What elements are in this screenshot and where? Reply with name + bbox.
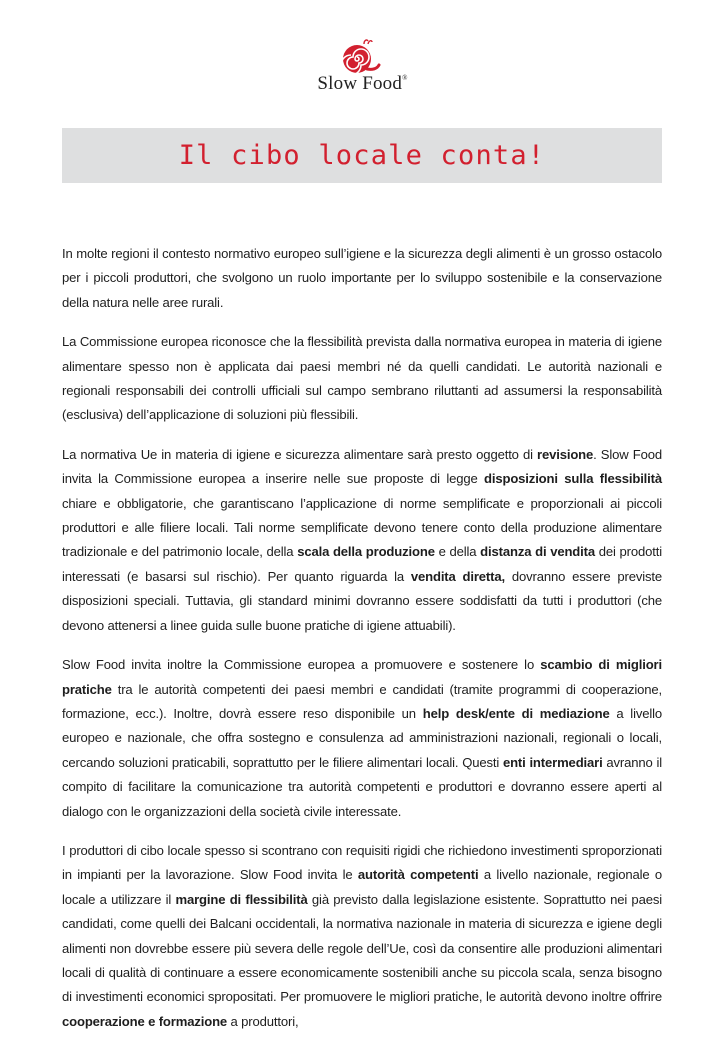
text-run: a livello nazionale, regionale o locale a utilizzare il xyxy=(62,867,662,907)
slow-food-logo xyxy=(0,38,725,95)
bold-phrase: enti intermediari xyxy=(502,754,603,770)
text-run: a livello europeo e nazionale, che offra sostegno e consulenza ad amministrazioni nazionali, regionali o locali, cercando soluzioni praticabili, soprattutto per le filiere alimentari locali. Questi xyxy=(62,705,663,770)
bold-phrase: autorità competenti xyxy=(357,867,479,883)
text-run: . Slow Food invita la Commissione europea a inserire nelle sue proposte di legge xyxy=(62,446,662,487)
brand-name: Slow Food® xyxy=(317,73,408,94)
text-run: I produttori di cibo locale spesso si scontrano con requisiti rigidi che richiedono investimenti sproporzionati in impianti per la lavorazione. Slow Food invita le xyxy=(62,842,662,883)
paragraph xyxy=(62,330,662,428)
paragraph xyxy=(62,242,662,315)
text-run: e della xyxy=(434,544,481,560)
text-run: In molte regioni il contesto normativo europeo sull’igiene e la sicurezza degli alimenti è un grosso ostacolo per i piccoli produttori, che svolgono un ruolo importante per lo sviluppo sostenibile e la conservazione della natura nelle aree rurali. xyxy=(62,246,662,310)
body-text xyxy=(62,242,662,1049)
text-run: Slow Food invita inoltre la Commissione europea a promuovere e sostenere lo xyxy=(62,657,541,673)
bold-phrase: disposizioni sulla flessibilità xyxy=(484,471,662,487)
text-run: dei prodotti interessati (e basarsi sul rischio). Per quanto riguarda la xyxy=(62,544,662,584)
bold-phrase: vendita diretta, xyxy=(410,568,505,584)
text-run: già previsto dalla legislazione esistente. Soprattutto nei paesi candidati, come quelli dei Balcani occidentali, la normativa nazionale in materia di sicurezza e igiene degli alimenti non dovrebbe essere più severa delle regole dell’Ue, così da consentire alle produzioni alimentari locali di qualità di continuare a essere economicamente sostenibili anche su piccola scala, senza bisogno di investimenti economici spropositati. Per promuovere le migliori pratiche, le autorità devono inoltre offrire xyxy=(62,891,662,1005)
paragraph xyxy=(62,443,662,638)
bold-phrase: scambio di migliori pratiche xyxy=(62,657,662,697)
text-run: La normativa Ue in materia di igiene e sicurezza alimentare sarà presto oggetto di xyxy=(62,446,538,462)
text-run: chiare e obbligatorie, che garantiscano l’applicazione di norme semplificate e proporzionali ai piccoli produttori e alle filiere locali. Tali norme semplificate devono tenere conto della produzione alimentare tradizionale e del patrimonio locale, della xyxy=(62,495,662,560)
text-run: La Commissione europea riconosce che la flessibilità prevista dalla normativa europea in materia di igiene alimentare spesso non è applicata dai paesi membri né da quelli candidati. Le autorità nazionali e regionali responsabili dei controlli ufficiali sul campo sembrano riluttanti ad assumersi la responsabilità (esclusiva) dell’applicazione di soluzioni più flessibili. xyxy=(62,334,662,423)
bold-phrase: help desk/ente di mediazione xyxy=(422,705,610,721)
page-title: Il cibo locale conta! xyxy=(178,140,546,171)
text-run: dovranno essere previste disposizioni speciali. Tuttavia, gli standard minimi dovranno essere soddisfatti da tutti i produttori (che devono attenersi a linee guida sulle buone pratiche di igiene attuabili). xyxy=(62,568,662,633)
text-run: tra le autorità competenti dei paesi membri e candidati (tramite programmi di cooperazione, formazione, ecc.). Inoltre, dovrà essere reso disponibile un xyxy=(62,681,662,721)
bold-phrase: scala della produzione xyxy=(297,544,435,560)
snail-spiral-icon xyxy=(337,38,381,76)
bold-phrase: cooperazione e formazione xyxy=(62,1013,228,1029)
bold-phrase: distanza di vendita xyxy=(480,544,595,560)
paragraph xyxy=(62,839,662,1034)
bold-phrase: margine di flessibilità xyxy=(175,891,308,907)
bold-phrase: revisione xyxy=(537,446,594,462)
paragraph xyxy=(62,653,662,824)
title-band xyxy=(62,128,662,183)
text-run: avranno il compito di facilitare la comunicazione tra autorità competenti e produttori e dovranno essere aperti al dialogo con le organizzazioni della società civile interessate. xyxy=(62,754,662,819)
text-run: a produttori, xyxy=(227,1013,299,1029)
